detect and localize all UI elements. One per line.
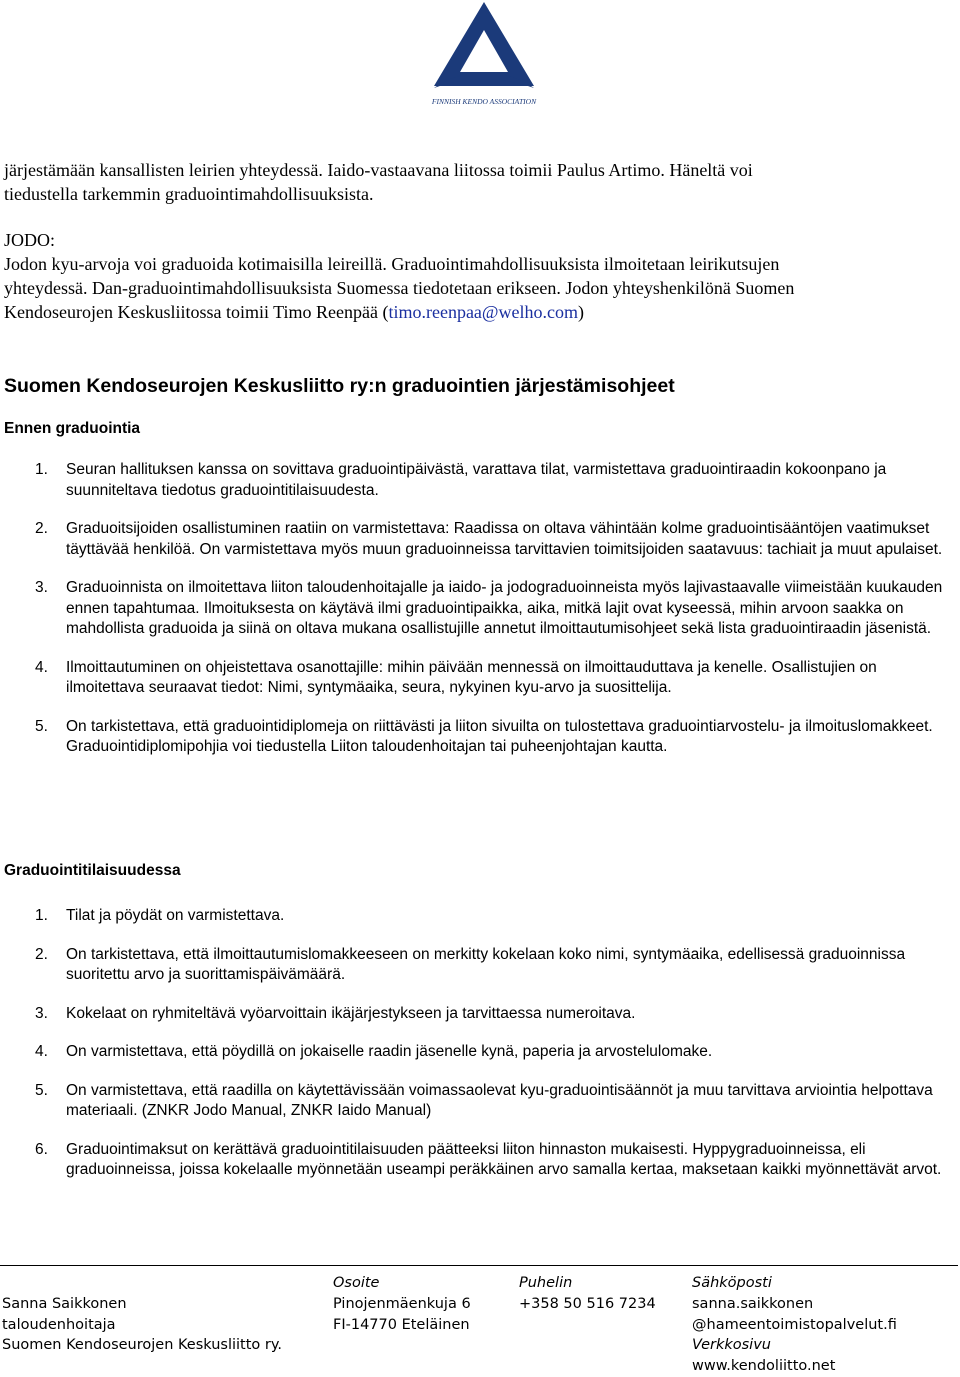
list-item-number: 5.: [35, 1081, 48, 1099]
footer-phone-label: Puhelin: [519, 1275, 573, 1291]
footer-divider: [0, 1265, 958, 1266]
intro-para1-line2: tiedustella tarkemmin graduointimahdollisuuksista.: [4, 184, 374, 204]
list-item-text: On varmistettava, että raadilla on käytettävissään voimassaolevat kyu-graduointisäännöt ja muu tarvittava arviointia helpottava materiaali. (ZNKR Jodo Manual, ZNKR Iaido Manual): [66, 1081, 933, 1119]
list-item-text: On tarkistettava, että ilmoittautumislomakkeeseen on merkitty kokelaan koko nimi, syntymäaika, edellisessä graduoinnissa suoritettu arvo ja suorittamispäivämäärä.: [66, 945, 906, 983]
intro-para2-line3-pre: Kendoseurojen Keskusliitossa toimii Timo Reenpää (: [4, 302, 389, 322]
footer-address-line1: Pinojenmäenkuja 6: [333, 1295, 471, 1312]
intro-para1-line1: järjestämään kansallisten leirien yhteydessä. Iaido-vastaavana liitossa toimii Paulus Artimo. Häneltä voi: [4, 160, 753, 180]
during-graduation-list: [0, 906, 945, 1181]
footer-role: taloudenhoitaja: [2, 1316, 116, 1333]
footer-address-label: Osoite: [333, 1275, 380, 1291]
intro-text: [4, 158, 949, 324]
footer-web[interactable]: www.kendoliitto.net: [692, 1358, 836, 1375]
footer-web-label: Verkkosivu: [692, 1337, 771, 1354]
footer-phone: [519, 1273, 656, 1315]
footer-phone-number: +358 50 516 7234: [519, 1295, 656, 1312]
footer-contact-person: [2, 1273, 282, 1356]
list-item-number: 2.: [35, 520, 48, 537]
list-item-text: Graduointimaksut on kerättävä graduointitilaisuuden päätteeksi liiton hinnaston mukaisesti. Hyppygraduoinneissa, eli graduoinneissa, joissa kokelaalle myönnetään useampi peräkkäinen arvo samalla kertaa, maksetaan kaikki myönnettävät arvot.: [66, 1140, 942, 1178]
footer-email-label: Sähköposti: [692, 1275, 772, 1291]
email-link[interactable]: timo.reenpaa@welho.com: [388, 302, 578, 322]
list-item: [0, 1004, 945, 1025]
footer-address-line2: FI-14770 Eteläinen: [333, 1316, 470, 1333]
list-item-text: On varmistettava, että pöydillä on jokaiselle raadin jäsenelle kynä, paperia ja arvostelulomake.: [66, 1043, 713, 1060]
list-item: [0, 658, 945, 699]
footer-email-web: [692, 1273, 897, 1377]
list-item-number: 4.: [35, 1043, 48, 1060]
finnish-kendo-association-logo: [400, 0, 570, 115]
list-item-text: Graduoitsijoiden osallistuminen raatiin on varmistettava: Raadissa on oltava vähintään kolme graduointisääntöjen vaatimukset täyttävää henkilöä. On varmistettava myös muun graduoinneissa tarvittavien toimitsijoiden saatavuus: tachiait ja muut apulaiset.: [66, 520, 943, 558]
intro-para2-line3-post: ): [577, 302, 584, 322]
list-item-text: Ilmoittautuminen on ohjeistettava osanottajille: mihin päivään mennessä on ilmoittauduttava ja kenelle. Osallistujien on ilmoitettava seuraavat tiedot: Nimi, syntymäaika, seura, nykyinen kyu-arvo ja suosittelija.: [66, 658, 877, 696]
list-item: [0, 1140, 945, 1181]
footer-name: Sanna Saikkonen: [2, 1295, 127, 1312]
list-item: [0, 1042, 945, 1063]
footer-address: [333, 1273, 471, 1335]
jodo-heading: JODO:: [4, 230, 56, 250]
logo-triangle-icon: [400, 0, 570, 115]
footer-email-line1[interactable]: sanna.saikkonen: [692, 1295, 814, 1312]
list-item-number: 4.: [35, 658, 48, 676]
list-item: [0, 945, 945, 986]
list-item-number: 1.: [35, 461, 48, 478]
list-item-number: 3.: [35, 579, 48, 596]
list-item-number: 5.: [35, 717, 48, 735]
list-item: [0, 460, 945, 501]
list-item: [0, 717, 945, 758]
footer-org: Suomen Kendoseurojen Keskusliitto ry.: [2, 1337, 282, 1354]
list-item-text: Seuran hallituksen kanssa on sovittava graduointipäivästä, varattava tilat, varmistettava graduointiraadin kokoonpano ja suunniteltava tiedotus graduointitilaisuudesta.: [66, 461, 887, 499]
list-item: [0, 519, 945, 560]
list-item-text: Graduoinnista on ilmoitettava liiton taloudenhoitajalle ja iaido- ja jodograduoinneista myös lajivastaavalle viimeistään kuukauden ennen tapahtumaa. Ilmoituksesta on käytävä ilmi graduointipaikka, aika, mitkä lajit ovat kyseessä, mihin arvoon saakka on mahdollista graduoida ja siinä on oltava mukana osallistujille annetut ilmoittautumisohjeet sekä lista graduointiraadin jäsenistä.: [66, 579, 943, 637]
list-item: [0, 906, 945, 927]
list-item-number: 1.: [35, 907, 48, 924]
before-graduation-list: [0, 460, 945, 758]
list-item: [0, 578, 945, 640]
list-item-text: Kokelaat on ryhmiteltävä vyöarvoittain ikäjärjestykseen ja tarvittaessa numeroitava.: [66, 1004, 636, 1022]
intro-para2-line3: [4, 300, 949, 324]
section-heading-before: Ennen graduointia: [4, 420, 141, 437]
list-item-text: On tarkistettava, että graduointidiplomeja on riittävästi ja liiton sivuilta on tulostettava graduointiarvostelu- ja ilmoituslomakkeet. Graduointidiplomipohjia voi tiedustella Liiton taloudenhoitajan tai puheenjohtajan kautta.: [66, 717, 933, 755]
list-item-number: 3.: [35, 1004, 48, 1022]
intro-para2-line2: yhteydessä. Dan-graduointimahdollisuuksista Suomessa tiedotetaan erikseen. Jodon yhteyshenkilönä Suomen: [4, 278, 795, 298]
list-item-text: Tilat ja pöydät on varmistettava.: [66, 907, 285, 924]
intro-para2-line1: Jodon kyu-arvoja voi graduoida kotimaisilla leireillä. Graduointimahdollisuuksista ilmoitetaan leirikutsujen: [4, 254, 780, 274]
footer-email-line2[interactable]: @hameentoimistopalvelut.fi: [692, 1316, 897, 1333]
logo-text: FINNISH KENDO ASSOCIATION: [431, 97, 537, 106]
list-item-number: 6.: [35, 1140, 48, 1158]
list-item: [0, 1081, 945, 1122]
section-heading-during: Graduointitilaisuudessa: [4, 862, 181, 879]
page-title: Suomen Kendoseurojen Keskusliitto ry:n graduointien järjestämisohjeet: [4, 375, 675, 397]
list-item-number: 2.: [35, 945, 48, 963]
